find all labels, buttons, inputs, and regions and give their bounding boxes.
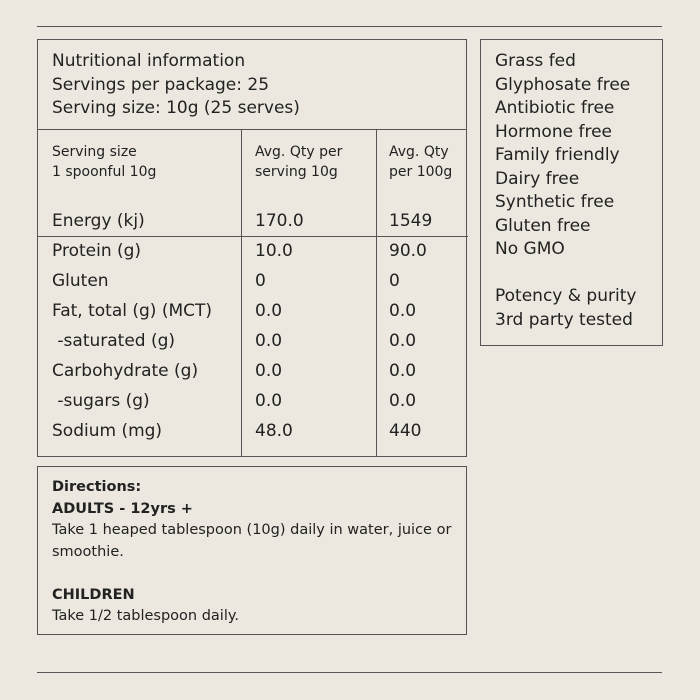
potency-note-line2: 3rd party tested xyxy=(495,309,633,330)
features-panel xyxy=(480,39,663,346)
per-serving-value: 0.0 xyxy=(255,301,283,321)
adults-heading: ADULTS - 12yrs + xyxy=(52,500,193,517)
per-serving-value: 0 xyxy=(255,271,266,291)
adults-instructions-line1: Take 1 heaped tablespoon (10g) daily in water, juice or xyxy=(52,522,452,538)
children-instructions: Take 1/2 tablespoon daily. xyxy=(52,608,239,624)
bottom-divider xyxy=(37,672,662,673)
feature-item: Glyphosate free xyxy=(495,74,631,95)
feature-item: No GMO xyxy=(495,239,565,259)
servings-per-package: Servings per package: 25 xyxy=(52,74,270,95)
nutrition-panel xyxy=(37,39,467,457)
per-100g-value: 0.0 xyxy=(389,391,417,411)
feature-item: Grass fed xyxy=(495,51,576,71)
per-100g-value: 90.0 xyxy=(389,241,427,261)
feature-item: Family friendly xyxy=(495,145,620,165)
per-100g-value: 1549 xyxy=(389,211,433,231)
per-serving-value: 0.0 xyxy=(255,361,283,381)
per-serving-value: 0.0 xyxy=(255,391,283,411)
directions-panel xyxy=(37,466,467,635)
directions-heading: Directions: xyxy=(52,479,142,495)
column-header-per-serving-line1: Avg. Qty per xyxy=(255,144,343,160)
feature-item: Gluten free xyxy=(495,215,591,236)
column-header-per-100g-line2: per 100g xyxy=(389,164,453,180)
column-header-name-line1: Serving size xyxy=(52,144,137,160)
spacer xyxy=(495,262,662,286)
table-row xyxy=(38,356,466,386)
per-100g-value: 0.0 xyxy=(389,301,417,321)
table-row xyxy=(38,296,466,326)
nutrient-name: Gluten xyxy=(52,271,109,291)
top-divider xyxy=(37,26,662,27)
table-row xyxy=(38,266,466,296)
per-serving-value: 48.0 xyxy=(255,421,293,441)
per-serving-value: 10.0 xyxy=(255,241,293,261)
nutrient-name: Protein (g) xyxy=(52,241,142,261)
nutrient-name: -saturated (g) xyxy=(52,331,176,351)
feature-item: Synthetic free xyxy=(495,192,615,212)
feature-item: Antibiotic free xyxy=(495,98,615,118)
column-header-per-serving-line2: serving 10g xyxy=(255,164,338,180)
per-100g-value: 0.0 xyxy=(389,331,417,351)
table-row xyxy=(38,416,466,446)
serving-size: Serving size: 10g (25 serves) xyxy=(52,98,300,118)
per-100g-value: 0 xyxy=(389,271,400,291)
adults-instructions-line2: smoothie. xyxy=(52,543,124,560)
per-serving-value: 170.0 xyxy=(255,211,304,231)
feature-item: Dairy free xyxy=(495,168,580,189)
nutrient-name: Fat, total (g) (MCT) xyxy=(52,301,213,321)
nutrient-name: Energy (kj) xyxy=(52,211,145,231)
table-row xyxy=(38,386,466,416)
potency-note-line1: Potency & purity xyxy=(495,286,637,306)
nutrient-name: Carbohydrate (g) xyxy=(52,361,199,381)
feature-item: Hormone free xyxy=(495,121,612,142)
table-row xyxy=(38,326,466,356)
table-row xyxy=(38,236,466,266)
nutrient-name: Sodium (mg) xyxy=(52,421,163,441)
nutrition-title: Nutritional information xyxy=(52,51,246,71)
per-serving-value: 0.0 xyxy=(255,331,283,351)
nutrient-name: -sugars (g) xyxy=(52,391,150,411)
nutrition-header xyxy=(38,40,466,130)
per-100g-value: 440 xyxy=(389,421,422,441)
spacer xyxy=(52,563,466,585)
column-header-name-line2: 1 spoonful 10g xyxy=(52,164,157,180)
table-row xyxy=(38,206,466,236)
column-header-per-100g-line1: Avg. Qty xyxy=(389,144,449,160)
per-100g-value: 0.0 xyxy=(389,361,417,381)
children-heading: CHILDREN xyxy=(52,586,135,603)
